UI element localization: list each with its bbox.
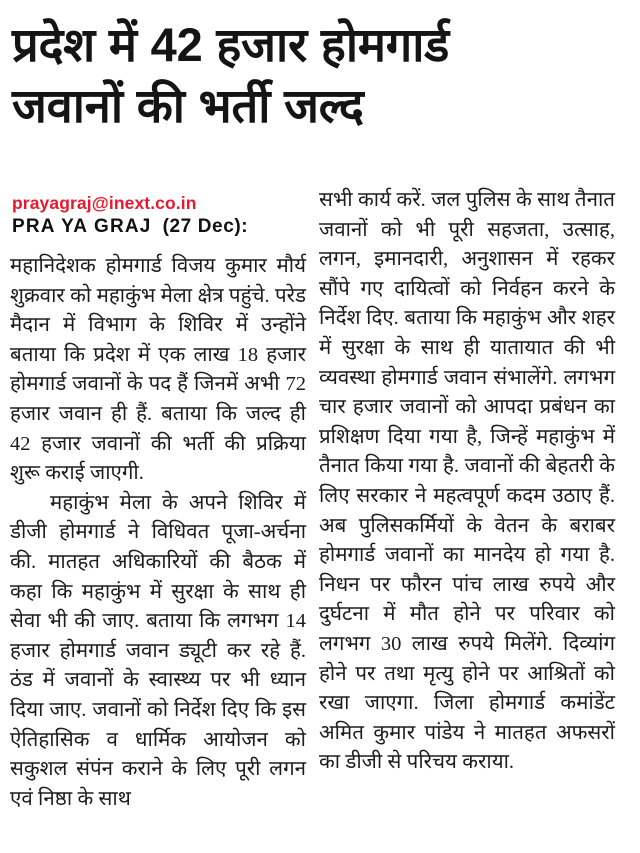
headline xyxy=(10,14,630,136)
dateline-place: PRA YA GRAJ xyxy=(12,216,152,238)
column-right xyxy=(319,186,615,814)
article-body xyxy=(10,186,630,814)
paragraph: सभी कार्य करें. जल पुलिस के साथ तैनात जवानों को भी पूरी सहजता, उत्साह, लगन, इमानदारी, अनुशासन में रहकर सौंपे गए दायित्वों को निर्वहन करने के निर्देश दिए. बताया कि महाकुंभ और शहर में सुरक्षा के साथ ही यातायात की भी व्यवस्था होमगार्ड जवान संभालेंगे. लगभग चार हजार जवानों को आपदा प्रबंधन का प्रशिक्षण दिया गया है, जिन्हें महाकुंभ में तैनात किया गया है. जवानों की बेहतरी के लिए सरकार ने महत्वपूर्ण कदम उठाए हैं. अब पुलिसकर्मियों के वेतन के बराबर होमगार्ड जवानों का मानदेय हो गया है. निधन पर फौरन पांच लाख रुपये और दुर्घटना में मौत होने पर परिवार को लगभग 30 लाख रुपये मिलेंगे. दिव्यांग होने पर तथा मृत्यु होने पर आश्रितों को रखा जाएगा. जिला होमगार्ड कमांडेंट अमित कुमार पांडेय ने मातहत अफसरों का डीजी से परिचय कराया. xyxy=(319,189,615,774)
headline-line-1: प्रदेश में 42 हजार होमगार्ड xyxy=(12,18,450,71)
column-left xyxy=(10,186,306,814)
paragraph: महाकुंभ मेला के अपने शिविर में डीजी होमगार्ड ने विधिवत पूजा-अर्चना की. मातहत अधिकारियों की बैठक में कहा कि महाकुंभ में सुरक्षा के साथ ही सेवा भी की जाए. बताया कि लगभग 14 हजार होमगार्ड जवान ड्यूटी कर रहे हैं. ठंड में जवानों के स्वास्थ्य पर भी ध्यान दिया जाए. जवानों को निर्देश दिए कि इस ऐतिहासिक व धार्मिक आयोजन को सकुशल संपंन कराने के लिए पूरी लगन एवं निष्ठा के साथ xyxy=(10,491,306,810)
dateline-date: (27 Dec): xyxy=(162,216,249,238)
headline-line-2: जवानों की भर्ती जल्द xyxy=(12,79,364,133)
contact-email[interactable]: prayagraj@inext.co.in xyxy=(12,193,197,213)
paragraph: महानिदेशक होमगार्ड विजय कुमार मौर्य शुक्रवार को महाकुंभ मेला क्षेत्र पहुंचे. परेड मैदान में विभाग के शिविर में उन्होंने बताया कि प्रदेश में एक लाख 18 हजार होमगार्ड जवानों के पद हैं जिनमें अभी 72 हजार जवान ही हैं. बताया कि जल्द ही 42 हजार जवानों की भर्ती की प्रक्रिया शुरू कराई जाएगी. xyxy=(10,255,306,485)
